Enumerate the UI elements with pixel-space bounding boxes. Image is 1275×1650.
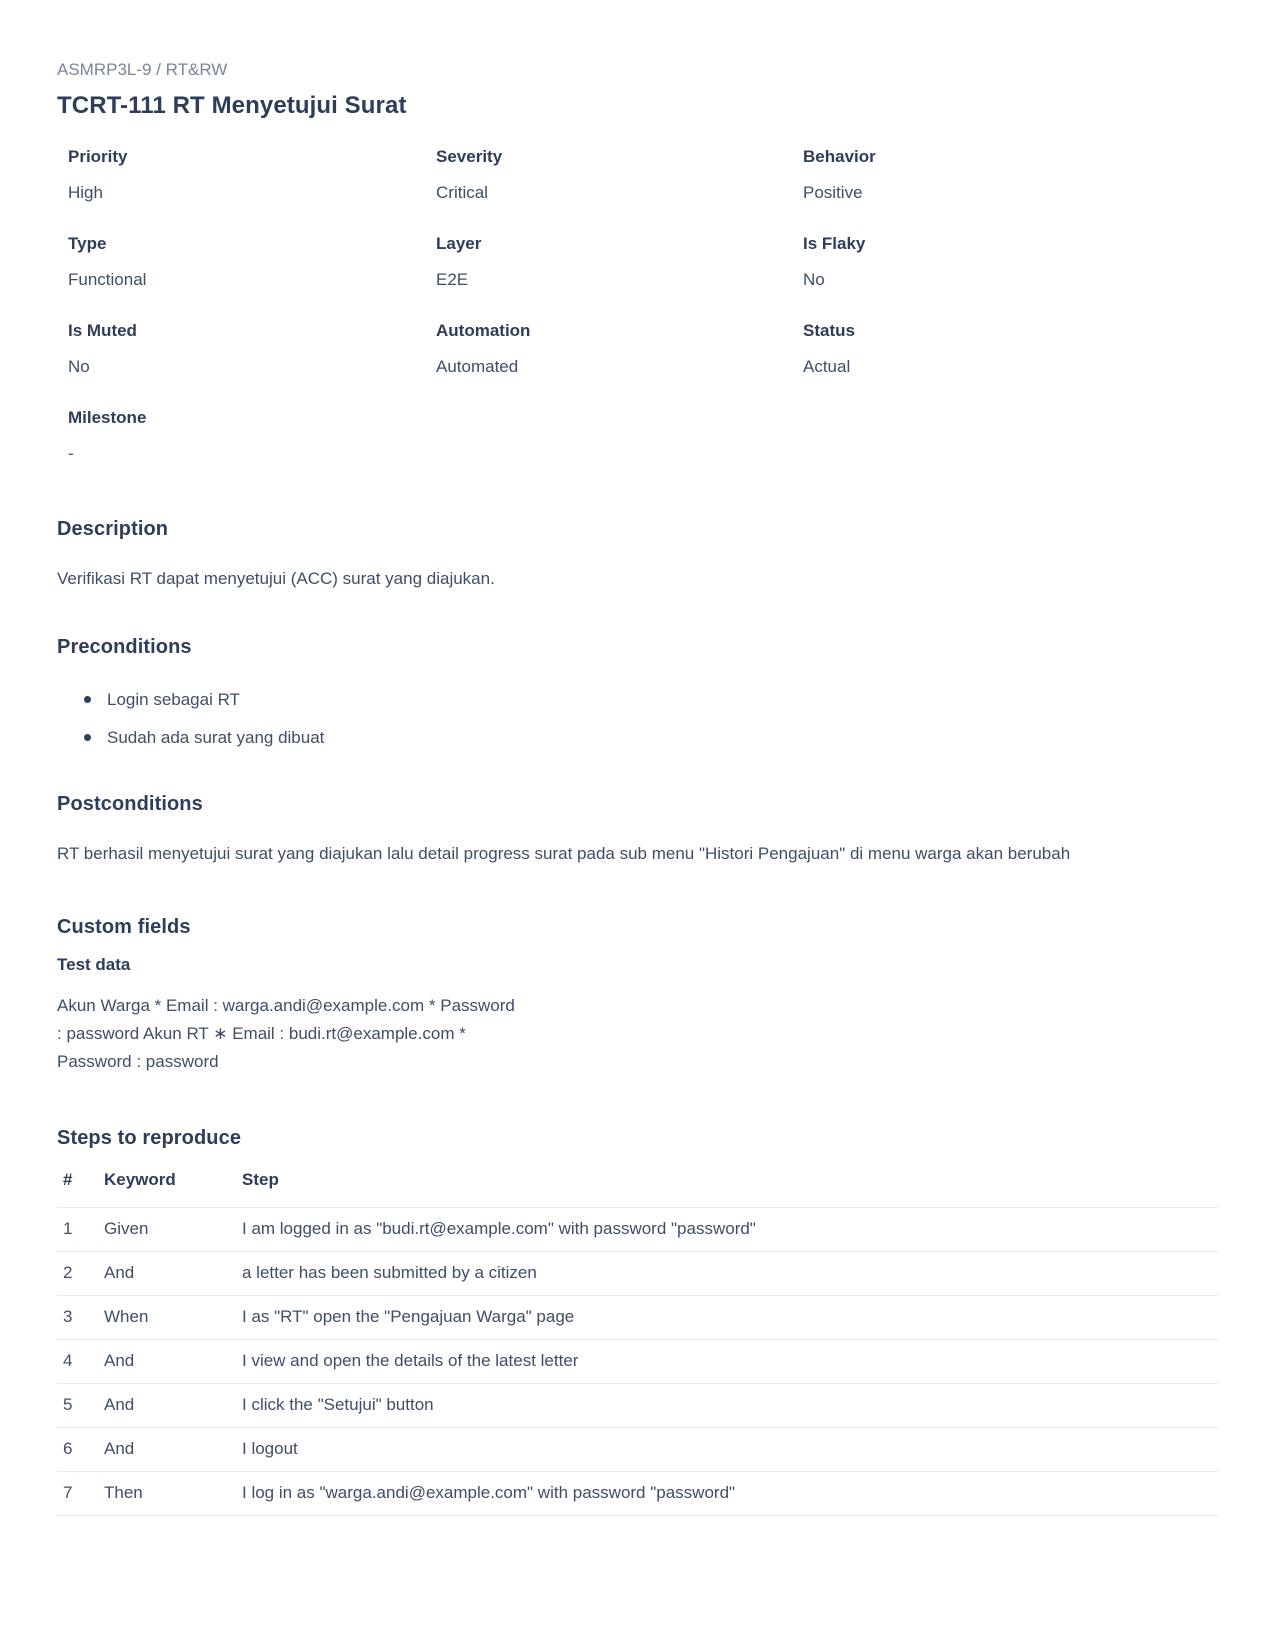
preconditions-list xyxy=(57,689,1218,748)
step-number: 5 xyxy=(57,1384,104,1428)
step-keyword: And xyxy=(104,1428,242,1472)
step-keyword: And xyxy=(104,1340,242,1384)
bullet-icon xyxy=(84,734,91,741)
field-value: - xyxy=(68,444,74,463)
list-item-text: Login sebagai RT xyxy=(107,690,240,709)
field-behavior xyxy=(803,147,1218,203)
step-keyword: Then xyxy=(104,1472,242,1516)
field-value: No xyxy=(803,270,825,289)
list-item xyxy=(57,727,1218,748)
step-keyword: Given xyxy=(104,1208,242,1252)
test-data-subheading: Test data xyxy=(57,955,131,974)
step-text: I logout xyxy=(242,1428,1218,1472)
field-label: Severity xyxy=(436,147,503,166)
field-automation xyxy=(436,321,803,377)
bullet-icon xyxy=(84,696,91,703)
field-label: Automation xyxy=(436,321,531,340)
field-value: Automated xyxy=(436,357,519,376)
field-priority xyxy=(68,147,436,203)
column-header-keyword: Keyword xyxy=(104,1170,242,1208)
table-row xyxy=(57,1252,1218,1296)
field-label: Is Flaky xyxy=(803,234,866,253)
step-number: 6 xyxy=(57,1428,104,1472)
field-value: Functional xyxy=(68,270,147,289)
field-label: Behavior xyxy=(803,147,876,166)
description-heading: Description xyxy=(57,518,169,540)
step-number: 4 xyxy=(57,1340,104,1384)
section-custom-fields xyxy=(57,915,1218,1076)
postconditions-heading: Postconditions xyxy=(57,793,203,815)
section-steps xyxy=(57,1126,1218,1516)
column-header-step: Step xyxy=(242,1170,1218,1208)
step-text: I as "RT" open the "Pengajuan Warga" page xyxy=(242,1296,1218,1340)
field-value: Actual xyxy=(803,357,851,376)
field-label: Is Muted xyxy=(68,321,137,340)
field-label: Status xyxy=(803,321,855,340)
preconditions-heading: Preconditions xyxy=(57,636,192,658)
table-row xyxy=(57,1208,1218,1252)
section-preconditions xyxy=(57,635,1218,748)
field-value: Positive xyxy=(803,183,863,202)
field-status xyxy=(803,321,1218,377)
field-label: Layer xyxy=(436,234,482,253)
description-text: Verifikasi RT dapat menyetujui (ACC) surat yang diajukan. xyxy=(57,569,495,588)
step-number: 3 xyxy=(57,1296,104,1340)
field-label: Type xyxy=(68,234,107,253)
step-text: I am logged in as "budi.rt@example.com" with password "password" xyxy=(242,1208,1218,1252)
field-label: Milestone xyxy=(68,408,147,427)
test-data-line: Password : password xyxy=(57,1052,219,1071)
step-text: I log in as "warga.andi@example.com" with password "password" xyxy=(242,1472,1218,1516)
section-description xyxy=(57,517,1218,593)
step-text: I click the "Setujui" button xyxy=(242,1384,1218,1428)
step-number: 2 xyxy=(57,1252,104,1296)
field-label: Priority xyxy=(68,147,128,166)
test-data-line: Akun Warga * Email : warga.andi@example.com * Password xyxy=(57,996,515,1015)
field-is-muted xyxy=(68,321,436,377)
breadcrumb: ASMRP3L-9 / RT&RW xyxy=(57,60,228,79)
step-text: a letter has been submitted by a citizen xyxy=(242,1252,1218,1296)
list-item xyxy=(57,689,1218,710)
postconditions-text: RT berhasil menyetujui surat yang diajukan lalu detail progress surat pada sub menu "Histori Pengajuan" di menu warga akan berubah xyxy=(57,844,1071,863)
table-row xyxy=(57,1296,1218,1340)
list-item-text: Sudah ada surat yang dibuat xyxy=(107,728,325,747)
step-keyword: And xyxy=(104,1384,242,1428)
table-row xyxy=(57,1384,1218,1428)
step-text: I view and open the details of the latest letter xyxy=(242,1340,1218,1384)
table-header-row xyxy=(57,1170,1218,1208)
field-is-flaky xyxy=(803,234,1218,290)
field-value: No xyxy=(68,357,90,376)
field-milestone xyxy=(68,408,436,464)
custom-fields-heading: Custom fields xyxy=(57,916,191,938)
steps-heading: Steps to reproduce xyxy=(57,1127,242,1149)
properties-grid xyxy=(68,147,1218,464)
section-postconditions xyxy=(57,792,1218,868)
steps-table xyxy=(57,1170,1218,1516)
field-layer xyxy=(436,234,803,290)
step-number: 7 xyxy=(57,1472,104,1516)
field-value: High xyxy=(68,183,103,202)
step-keyword: When xyxy=(104,1296,242,1340)
table-row xyxy=(57,1340,1218,1384)
table-row xyxy=(57,1472,1218,1516)
page-title: TCRT-111 RT Menyetujui Surat xyxy=(57,92,407,119)
column-header-num: # xyxy=(57,1170,104,1208)
test-data-value xyxy=(57,992,1218,1076)
step-keyword: And xyxy=(104,1252,242,1296)
field-value: Critical xyxy=(436,183,488,202)
test-data-line: : password Akun RT ∗ Email : budi.rt@example.com * xyxy=(57,1024,466,1043)
field-severity xyxy=(436,147,803,203)
field-value: E2E xyxy=(436,270,469,289)
table-row xyxy=(57,1428,1218,1472)
field-type xyxy=(68,234,436,290)
step-number: 1 xyxy=(57,1208,104,1252)
